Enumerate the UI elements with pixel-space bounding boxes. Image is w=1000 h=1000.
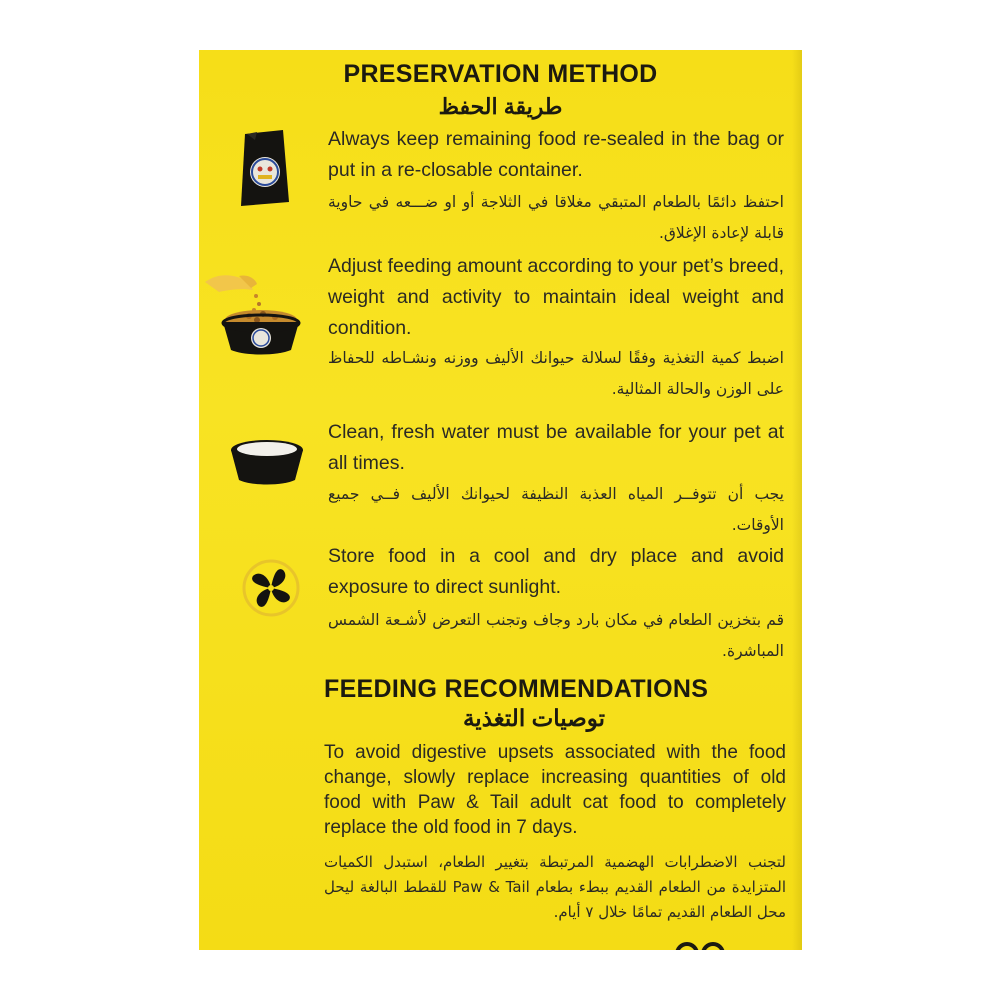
preservation-item-3-text-arabic: يجب أن تتوفــر المياه العذبة النظيفة لحيوانك الأليف فــي جميع الأوقات. — [328, 485, 784, 534]
feeding-bowl-icon — [201, 262, 307, 362]
preservation-title-arabic: طريقة الحفظ — [438, 94, 563, 119]
feeding-title: FEEDING RECOMMENDATIONS — [324, 675, 709, 703]
cool-dry-fan-icon — [241, 558, 301, 618]
preservation-item-4-text-arabic: قم بتخزين الطعام في مكان بارد وجاف وتجنب التعرض لأشـعة الشمس المباشرة. — [328, 611, 784, 660]
feeding-text: To avoid digestive upsets associated with the food change, slowly replace increasing quantities of old food with Paw & Tail adult cat food to completely replace the old food in 7 days. — [324, 742, 786, 838]
preservation-item-4-text: Store food in a cool and dry place and avoid exposure to direct sunlight. — [328, 545, 784, 598]
preservation-item-2-text: Adjust feeding amount according to your pet’s breed, weight and activity to maintain ideal weight and condition. — [328, 255, 785, 339]
preservation-item-3-text: Clean, fresh water must be available for your pet at all times. — [328, 421, 784, 474]
food-bag-icon — [237, 128, 293, 208]
preservation-item-2-text-arabic: اضبط كمية التغذية وفقًا لسلالة حيوانك الأليف ووزنه ونشـاطه للحفاظ على الوزن والحالة المثالية. — [328, 349, 784, 398]
preservation-item-1-text-arabic: احتفظ دائمًا بالطعام المتبقي مغلاقا في الثلاجة أو او ضـــعه في حاوية قابلة لإعادة الإغلاق. — [328, 193, 784, 242]
preservation-title: PRESERVATION METHOD — [343, 60, 658, 88]
feeding-text-arabic: لتجنب الاضطرابات الهضمية المرتبطة بتغيير الطعام، استبدل الكميات المتزايدة من الطعام القديم ببطء بطعام Paw & Tail للقطط البالغة ليحل محل الطعام القديم تمامًا خلال ٧ أيام. — [324, 853, 786, 921]
panel-edge-shadow — [792, 50, 802, 950]
preservation-item-1-text: Always keep remaining food re-sealed in the bag or put in a re-closable container. — [328, 128, 784, 181]
water-bowl-icon — [227, 436, 307, 488]
package-panel — [199, 50, 802, 950]
feeding-title-arabic: توصيات التغذية — [462, 705, 606, 731]
paw-print-icon — [669, 934, 739, 950]
